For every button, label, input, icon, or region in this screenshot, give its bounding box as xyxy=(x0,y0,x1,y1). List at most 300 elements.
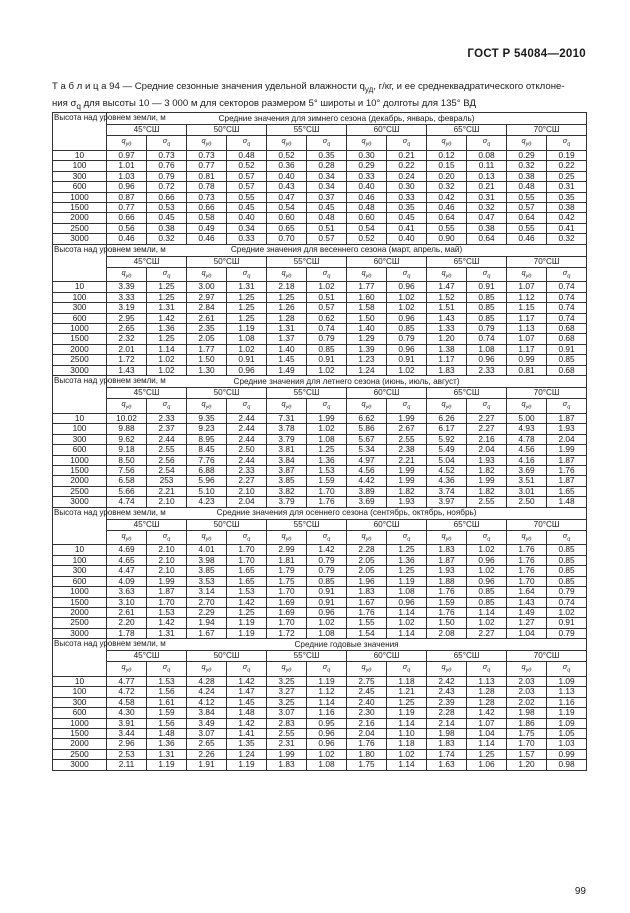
data-cell: 2.14 xyxy=(427,718,467,728)
data-cell: 1.20 xyxy=(507,760,547,770)
data-cell: 1.63 xyxy=(427,760,467,770)
data-cell: 3.98 xyxy=(187,555,227,565)
latitude-header: 65°СШ xyxy=(427,256,507,267)
data-cell: 0.60 xyxy=(267,213,307,223)
q-letter: q xyxy=(361,267,366,277)
data-cell: 2.29 xyxy=(187,607,227,617)
q-letter: q xyxy=(281,662,286,672)
q-symbol xyxy=(507,662,547,677)
data-cell: 2.04 xyxy=(227,497,267,507)
data-cell: 1.76 xyxy=(307,497,347,507)
data-cell: 1.35 xyxy=(227,739,267,749)
data-cell: 1.13 xyxy=(547,687,587,697)
data-cell: 2.55 xyxy=(267,729,307,739)
data-cell: 2.96 xyxy=(107,739,147,749)
data-cell: 2.99 xyxy=(267,545,307,555)
data-cell: 0.96 xyxy=(467,355,507,365)
data-cell: 2.28 xyxy=(427,708,467,718)
latitude-header: 50°СШ xyxy=(187,519,267,530)
data-cell: 0.74 xyxy=(547,313,587,323)
data-cell: 8.45 xyxy=(187,445,227,455)
data-cell: 1.99 xyxy=(387,465,427,475)
section-title: Средние значения для весеннего сезона (март, апрель, май) xyxy=(107,244,587,256)
q-subscript: уд xyxy=(205,536,212,543)
data-cell: 0.96 xyxy=(307,739,347,749)
q-symbol xyxy=(427,399,467,414)
data-cell: 3.33 xyxy=(107,292,147,302)
data-cell: 1.12 xyxy=(507,292,547,302)
data-cell: 0.74 xyxy=(547,597,587,607)
latitude-header: 50°СШ xyxy=(187,256,267,267)
sigma-subscript: q xyxy=(247,273,251,279)
latitude-header: 70°СШ xyxy=(507,125,587,136)
latitude-row xyxy=(53,519,587,530)
data-cell: 0.57 xyxy=(227,171,267,181)
q-subscript: уд xyxy=(445,667,452,674)
data-cell: 0.64 xyxy=(507,213,547,223)
data-cell: 1.49 xyxy=(507,607,547,617)
data-cell: 0.74 xyxy=(547,303,587,313)
data-cell: 1.99 xyxy=(147,576,187,586)
data-cell: 2.95 xyxy=(107,313,147,323)
data-cell: 4.93 xyxy=(507,424,547,434)
data-cell: 1.08 xyxy=(227,334,267,344)
data-cell: 1.02 xyxy=(307,424,347,434)
sigma-subscript: q xyxy=(487,141,491,148)
data-cell: 1.05 xyxy=(547,729,587,739)
data-cell: 0.96 xyxy=(387,282,427,292)
q-symbol xyxy=(347,399,387,414)
sigma-letter: σ xyxy=(402,267,408,277)
q-subscript: уд xyxy=(525,273,532,279)
data-cell: 2.10 xyxy=(147,497,187,507)
q-letter: q xyxy=(281,399,286,409)
data-cell: 2.26 xyxy=(187,749,227,759)
data-cell: 1.25 xyxy=(387,697,427,707)
data-cell: 2.39 xyxy=(427,697,467,707)
data-cell: 1.50 xyxy=(187,355,227,365)
page-number: 99 xyxy=(574,886,586,897)
latitude-header: 50°СШ xyxy=(187,125,267,136)
data-cell: 2.18 xyxy=(267,282,307,292)
data-cell: 1.25 xyxy=(227,303,267,313)
sigma-letter: σ xyxy=(322,530,328,540)
data-cell: 1.38 xyxy=(427,344,467,354)
q-letter: q xyxy=(521,267,526,277)
data-cell: 0.55 xyxy=(507,192,547,202)
latitude-header: 55°СШ xyxy=(267,125,347,136)
data-cell: 1.19 xyxy=(547,708,587,718)
data-cell: 1.67 xyxy=(187,628,227,638)
data-cell: 6.62 xyxy=(347,413,387,423)
table-row xyxy=(53,213,587,223)
data-cell: 2.10 xyxy=(147,566,187,576)
data-cell: 0.51 xyxy=(307,223,347,233)
data-cell: 1.83 xyxy=(427,545,467,555)
data-cell: 1.31 xyxy=(267,324,307,334)
sigma-subscript: q xyxy=(327,273,331,279)
sigma-symbol xyxy=(547,530,587,545)
height-value: 2500 xyxy=(53,618,107,628)
data-cell: 0.33 xyxy=(227,234,267,244)
data-cell: 0.38 xyxy=(547,202,587,212)
data-cell: 1.93 xyxy=(467,455,507,465)
data-cell: 2.56 xyxy=(147,455,187,465)
data-cell: 0.45 xyxy=(387,213,427,223)
data-cell: 1.07 xyxy=(507,334,547,344)
data-cell: 1.02 xyxy=(227,344,267,354)
data-cell: 1.76 xyxy=(547,465,587,475)
latitude-header: 65°СШ xyxy=(427,125,507,136)
symbol-row xyxy=(53,662,587,677)
data-cell: 3.74 xyxy=(427,486,467,496)
height-value: 2000 xyxy=(53,344,107,354)
data-cell: 1.02 xyxy=(387,292,427,302)
data-cell: 1.03 xyxy=(547,739,587,749)
data-cell: 1.99 xyxy=(387,413,427,423)
q-letter: q xyxy=(201,530,206,540)
data-cell: 6.58 xyxy=(107,476,147,486)
data-cell: 0.57 xyxy=(227,182,267,192)
data-cell: 3.63 xyxy=(107,587,147,597)
data-cell: 1.82 xyxy=(387,486,427,496)
q-symbol xyxy=(187,530,227,545)
data-cell: 1.76 xyxy=(347,607,387,617)
data-cell: 0.29 xyxy=(347,161,387,171)
data-cell: 3.14 xyxy=(187,587,227,597)
data-cell: 2.44 xyxy=(227,455,267,465)
height-value: 1000 xyxy=(53,324,107,334)
height-value: 3000 xyxy=(53,234,107,244)
data-cell: 7.31 xyxy=(267,413,307,423)
data-cell: 8.95 xyxy=(187,434,227,444)
table-row xyxy=(53,708,587,718)
q-subscript: уд xyxy=(205,273,212,279)
data-cell: 1.43 xyxy=(107,365,147,375)
data-cell: 1.65 xyxy=(227,566,267,576)
data-cell: 0.96 xyxy=(227,365,267,375)
height-value: 600 xyxy=(53,182,107,192)
data-cell: 1.08 xyxy=(467,344,507,354)
table-row xyxy=(53,223,587,233)
data-cell: 4.47 xyxy=(107,566,147,576)
latitude-header: 65°СШ xyxy=(427,651,507,662)
sigma-letter: σ xyxy=(242,530,248,540)
height-value: 3000 xyxy=(53,497,107,507)
q-letter: q xyxy=(281,267,286,277)
sigma-subscript: q xyxy=(327,667,331,674)
q-letter: q xyxy=(121,136,126,145)
data-cell: 0.55 xyxy=(227,192,267,202)
sigma-subscript: q xyxy=(487,404,491,411)
sigma-letter: σ xyxy=(482,662,488,672)
data-cell: 0.22 xyxy=(387,161,427,171)
q-subscript: уд xyxy=(285,536,292,543)
data-cell: 4.12 xyxy=(187,697,227,707)
sigma-subscript: q xyxy=(487,273,491,279)
data-cell: 2.75 xyxy=(347,677,387,687)
data-cell: 0.34 xyxy=(307,171,347,181)
q-symbol xyxy=(267,662,307,677)
data-cell: 1.42 xyxy=(467,708,507,718)
table-row xyxy=(53,486,587,496)
latitude-header: 45°СШ xyxy=(107,651,187,662)
data-cell: 1.69 xyxy=(267,597,307,607)
q-subscript: уд xyxy=(285,273,292,279)
data-cell: 8.50 xyxy=(107,455,147,465)
data-cell: 0.31 xyxy=(547,182,587,192)
data-cell: 1.28 xyxy=(467,687,507,697)
q-subscript: уд xyxy=(205,141,212,148)
height-value: 2000 xyxy=(53,607,107,617)
data-cell: 0.48 xyxy=(347,202,387,212)
data-cell: 1.09 xyxy=(547,718,587,728)
data-cell: 2.84 xyxy=(187,303,227,313)
data-cell: 4.78 xyxy=(507,434,547,444)
data-cell: 0.56 xyxy=(107,223,147,233)
data-cell: 1.70 xyxy=(147,597,187,607)
section-title: Средние годовые значения xyxy=(107,639,587,651)
data-cell: 1.99 xyxy=(267,749,307,759)
data-cell: 0.91 xyxy=(547,618,587,628)
data-cell: 2.10 xyxy=(227,486,267,496)
data-cell: 1.42 xyxy=(227,718,267,728)
q-symbol xyxy=(187,662,227,677)
height-value: 600 xyxy=(53,576,107,586)
data-cell: 9.18 xyxy=(107,445,147,455)
data-cell: 1.14 xyxy=(387,607,427,617)
data-cell: 5.67 xyxy=(347,434,387,444)
latitude-header: 50°СШ xyxy=(187,388,267,399)
data-cell: 2.83 xyxy=(267,718,307,728)
data-cell: 1.31 xyxy=(147,628,187,638)
data-cell: 1.48 xyxy=(147,729,187,739)
data-cell: 1.70 xyxy=(227,555,267,565)
data-cell: 0.38 xyxy=(467,223,507,233)
data-cell: 3.01 xyxy=(507,486,547,496)
data-cell: 0.32 xyxy=(467,202,507,212)
data-cell: 3.53 xyxy=(187,576,227,586)
latitude-header: 70°СШ xyxy=(507,388,587,399)
height-value: 2500 xyxy=(53,749,107,759)
data-cell: 2.10 xyxy=(147,545,187,555)
sigma-symbol xyxy=(387,530,427,545)
data-cell: 0.91 xyxy=(467,282,507,292)
data-cell: 2.38 xyxy=(387,445,427,455)
sigma-subscript: q xyxy=(567,536,571,543)
table-row xyxy=(53,749,587,759)
sigma-subscript: q xyxy=(327,536,331,543)
data-cell: 2.10 xyxy=(147,555,187,565)
data-cell: 2.67 xyxy=(387,424,427,434)
latitude-header: 65°СШ xyxy=(427,388,507,399)
q-subscript: уд xyxy=(125,141,132,148)
data-cell: 0.12 xyxy=(427,150,467,160)
data-cell: 4.28 xyxy=(187,677,227,687)
table-row xyxy=(53,597,587,607)
table-caption xyxy=(52,80,592,114)
table-row xyxy=(53,413,587,423)
data-cell: 1.82 xyxy=(467,465,507,475)
data-cell: 2.27 xyxy=(467,628,507,638)
data-cell: 1.19 xyxy=(227,760,267,770)
sigma-letter: σ xyxy=(162,399,168,409)
data-cell: 1.36 xyxy=(147,739,187,749)
section-title-row xyxy=(53,507,587,519)
data-cell: 1.77 xyxy=(347,282,387,292)
data-cell: 1.74 xyxy=(427,749,467,759)
data-cell: 2.55 xyxy=(387,434,427,444)
data-cell: 0.29 xyxy=(507,150,547,160)
sigma-symbol xyxy=(307,267,347,282)
data-cell: 2.05 xyxy=(187,334,227,344)
data-cell: 1.18 xyxy=(387,739,427,749)
data-cell: 1.18 xyxy=(387,677,427,687)
q-subscript: уд xyxy=(125,667,132,674)
height-value: 1500 xyxy=(53,465,107,475)
q-symbol xyxy=(427,136,467,151)
data-cell: 0.79 xyxy=(307,555,347,565)
q-letter: q xyxy=(201,662,206,672)
data-cell: 2.55 xyxy=(147,445,187,455)
data-cell: 1.15 xyxy=(507,303,547,313)
data-cell: 1.61 xyxy=(147,697,187,707)
data-cell: 1.30 xyxy=(187,365,227,375)
sigma-symbol xyxy=(307,399,347,414)
data-cell: 3.25 xyxy=(267,697,307,707)
data-cell: 0.21 xyxy=(467,182,507,192)
data-cell: 0.25 xyxy=(547,171,587,181)
q-subscript: уд xyxy=(365,667,372,674)
caption-line2: ния $\sigma_q$ для высоты 10 — 3 000 м для секторов размером 5° широты и 10° долготы для 135° ВД xyxy=(52,97,476,111)
sigma-letter: σ xyxy=(162,267,168,277)
data-cell: 3.07 xyxy=(267,708,307,718)
data-cell: 2.16 xyxy=(347,718,387,728)
data-cell: 1.42 xyxy=(227,597,267,607)
data-cell: 1.39 xyxy=(347,344,387,354)
data-cell: 1.64 xyxy=(507,587,547,597)
sigma-symbol xyxy=(547,662,587,677)
data-cell: 2.04 xyxy=(467,445,507,455)
sigma-symbol xyxy=(467,530,507,545)
data-cell: 1.17 xyxy=(427,355,467,365)
data-cell: 1.52 xyxy=(427,292,467,302)
data-cell: 0.85 xyxy=(467,303,507,313)
data-cell: 5.86 xyxy=(347,424,387,434)
data-cell: 1.36 xyxy=(307,455,347,465)
data-cell: 10.02 xyxy=(107,413,147,423)
data-cell: 1.80 xyxy=(347,749,387,759)
data-cell: 1.14 xyxy=(307,697,347,707)
sigma-letter: σ xyxy=(322,136,328,145)
table-row xyxy=(53,618,587,628)
data-cell: 1.25 xyxy=(147,282,187,292)
data-cell: 1.19 xyxy=(307,677,347,687)
data-cell: 1.13 xyxy=(507,324,547,334)
latitude-header: 50°СШ xyxy=(187,651,267,662)
q-symbol xyxy=(187,399,227,414)
table-row xyxy=(53,182,587,192)
data-cell: 1.08 xyxy=(307,434,347,444)
data-cell: 1.57 xyxy=(507,749,547,759)
q-letter: q xyxy=(121,530,126,540)
data-cell: 4.24 xyxy=(187,687,227,697)
data-cell: 2.55 xyxy=(467,497,507,507)
sigma-symbol xyxy=(227,662,267,677)
q-letter: q xyxy=(121,267,126,277)
data-cell: 1.21 xyxy=(387,687,427,697)
sigma-symbol xyxy=(227,530,267,545)
data-cell: 1.99 xyxy=(547,445,587,455)
data-cell: 2.20 xyxy=(107,618,147,628)
q-subscript: уд xyxy=(285,141,292,148)
latitude-header: 55°СШ xyxy=(267,256,347,267)
data-cell: 0.35 xyxy=(387,202,427,212)
data-cell: 0.55 xyxy=(507,223,547,233)
data-cell: 3.91 xyxy=(107,718,147,728)
data-cell: 1.37 xyxy=(267,334,307,344)
latitude-row xyxy=(53,651,587,662)
data-cell: 1.02 xyxy=(307,282,347,292)
data-cell: 3.19 xyxy=(107,303,147,313)
q-subscript: уд xyxy=(365,141,372,148)
data-cell: 1.50 xyxy=(427,618,467,628)
data-cell: 7.76 xyxy=(187,455,227,465)
data-cell: 5.92 xyxy=(427,434,467,444)
latitude-header: 60°СШ xyxy=(347,388,427,399)
data-cell: 1.02 xyxy=(467,618,507,628)
data-cell: 2.02 xyxy=(507,697,547,707)
data-cell: 1.02 xyxy=(387,365,427,375)
table-row xyxy=(53,303,587,313)
sigma-symbol xyxy=(227,399,267,414)
q-subscript: уд xyxy=(205,404,212,411)
data-cell: 0.91 xyxy=(387,355,427,365)
sigma-symbol xyxy=(307,136,347,151)
q-symbol xyxy=(187,136,227,151)
data-cell: 2.04 xyxy=(547,434,587,444)
data-cell: 0.70 xyxy=(267,234,307,244)
table-row xyxy=(53,497,587,507)
height-value: 2000 xyxy=(53,739,107,749)
data-cell: 0.46 xyxy=(427,202,467,212)
latitude-header: 65°СШ xyxy=(427,519,507,530)
data-cell: 0.42 xyxy=(547,213,587,223)
data-cell: 1.25 xyxy=(227,607,267,617)
data-cell: 0.47 xyxy=(467,213,507,223)
data-cell: 0.85 xyxy=(467,292,507,302)
latitude-header: 45°СШ xyxy=(107,519,187,530)
sigma-letter: σ xyxy=(482,136,488,145)
data-cell: 1.53 xyxy=(307,465,347,475)
section-title-row xyxy=(53,639,587,651)
data-cell: 4.74 xyxy=(107,497,147,507)
sigma-symbol xyxy=(147,399,187,414)
sigma-subscript: q xyxy=(407,667,411,674)
data-cell: 1.56 xyxy=(147,687,187,697)
data-cell: 2.28 xyxy=(347,545,387,555)
height-value: 100 xyxy=(53,424,107,434)
sigma-subscript: q xyxy=(167,141,171,148)
sigma-symbol xyxy=(387,136,427,151)
section-title: Средние значения для осеннего сезона (сентябрь, октябрь, ноябрь) xyxy=(107,507,587,519)
sigma-symbol xyxy=(387,399,427,414)
q-symbol xyxy=(187,267,227,282)
data-cell: 2.33 xyxy=(467,365,507,375)
data-cell: 1.16 xyxy=(307,708,347,718)
data-cell: 4.72 xyxy=(107,687,147,697)
data-cell: 1.72 xyxy=(267,628,307,638)
